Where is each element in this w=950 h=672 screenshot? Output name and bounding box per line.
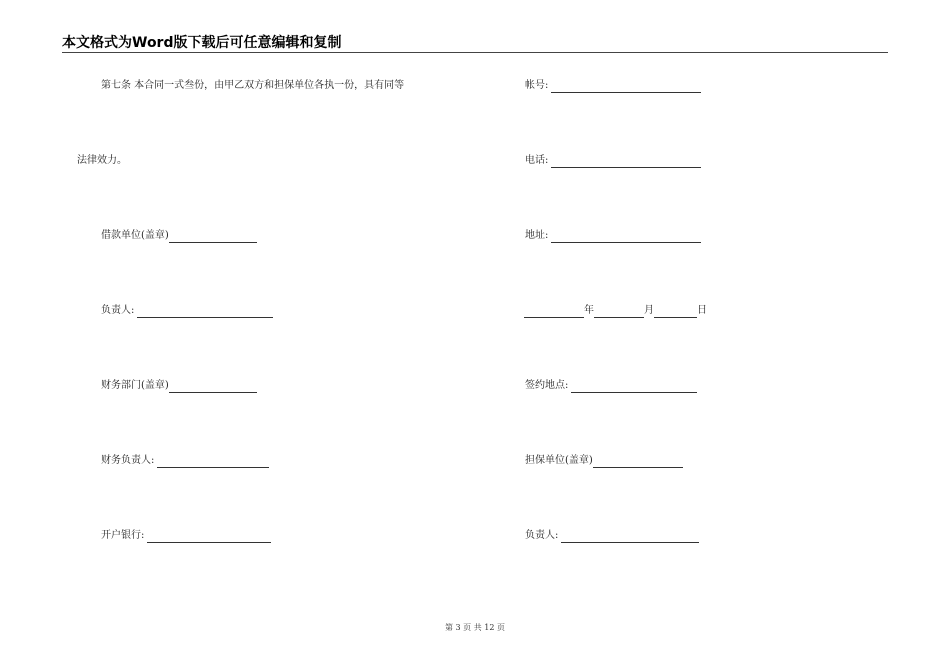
total-pages: 12: [484, 623, 495, 632]
borrower-seal-field: [101, 229, 257, 243]
phone-blank[interactable]: [551, 156, 701, 168]
guarantor-responsible-field: [525, 529, 699, 543]
guarantor-seal-field: [525, 454, 683, 468]
current-page: 3: [455, 623, 461, 632]
page-footer: 第 3 页 共 12 页: [444, 623, 505, 632]
responsible-blank[interactable]: [137, 306, 273, 318]
guarantor-label: 担保单位(盖章): [525, 455, 593, 466]
phone-label: 电话:: [525, 155, 549, 166]
account-blank[interactable]: [551, 81, 701, 93]
bank-label: 开户银行:: [101, 530, 145, 541]
account-field: [525, 79, 701, 93]
borrower-label: 借款单位(盖章): [101, 230, 169, 241]
month-blank[interactable]: [594, 306, 644, 318]
guarantor-responsible-label: 负责人:: [525, 530, 559, 541]
finance-dept-blank[interactable]: [169, 381, 257, 393]
year-blank[interactable]: [524, 306, 584, 318]
article-7-line-2: 法律效力。: [77, 155, 127, 166]
borrower-blank[interactable]: [169, 231, 257, 243]
day-blank[interactable]: [654, 306, 697, 318]
sign-place-blank[interactable]: [571, 381, 697, 393]
document-header-title: 本文格式为Word版下载后可任意编辑和复制: [62, 35, 342, 51]
responsible-label: 负责人:: [101, 305, 135, 316]
finance-head-field: [101, 454, 269, 468]
account-label: 帐号:: [525, 80, 549, 91]
header-divider: [62, 52, 888, 53]
address-field: [525, 229, 701, 243]
bank-field: [101, 529, 271, 543]
phone-field: [525, 154, 701, 168]
day-label: 日: [697, 305, 707, 316]
year-label: 年: [584, 305, 594, 316]
guarantor-blank[interactable]: [593, 456, 683, 468]
finance-dept-seal-field: [101, 379, 257, 393]
finance-head-label: 财务负责人:: [101, 455, 155, 466]
address-blank[interactable]: [551, 231, 701, 243]
article-7-line-1: 第七条 本合同一式叁份，由甲乙双方和担保单位各执一份，具有同等: [101, 80, 405, 91]
date-field: [524, 304, 707, 318]
finance-head-blank[interactable]: [157, 456, 269, 468]
bank-blank[interactable]: [147, 531, 271, 543]
sign-place-label: 签约地点:: [525, 380, 569, 391]
responsible-person-field: [101, 304, 273, 318]
sign-place-field: [525, 379, 697, 393]
guarantor-responsible-blank[interactable]: [561, 531, 699, 543]
month-label: 月: [644, 305, 654, 316]
finance-dept-label: 财务部门(盖章): [101, 380, 169, 391]
address-label: 地址:: [525, 230, 549, 241]
